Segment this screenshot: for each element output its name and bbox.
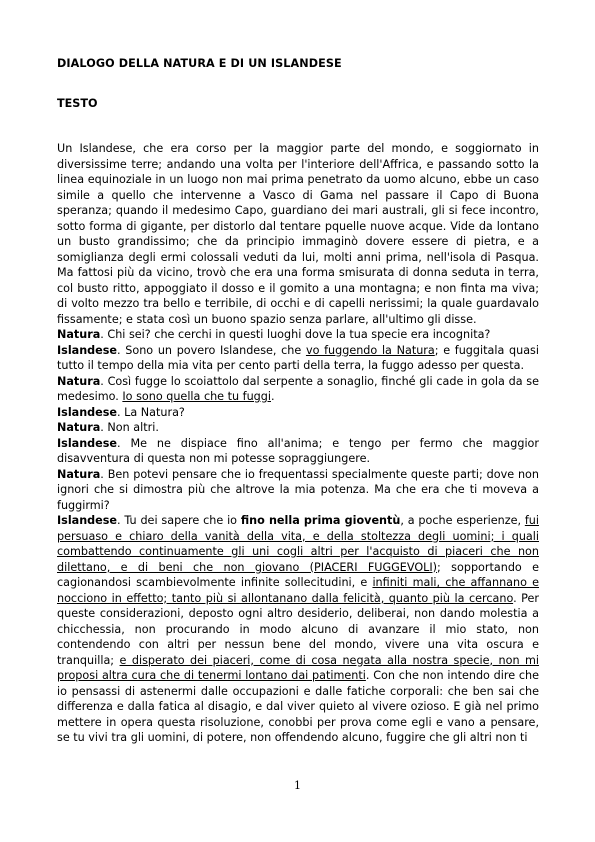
bold-emphasis: fino nella prima gioventù [240, 514, 401, 527]
speaker-name: Islandese [57, 514, 118, 527]
underlined-text: e disperato dei piaceri, come di cosa negata alla nostra specie, non mi proposi altra cura che di tenermi lontano dai patimenti [57, 653, 540, 682]
speaker-name: Natura [57, 328, 101, 341]
speaker-name: Natura [57, 421, 101, 434]
page-number: 1 [294, 779, 301, 792]
dialogue-text: . Sono un povero Islandese, che [117, 343, 306, 357]
intro-paragraph: Un Islandese, che era corso per la maggior parte del mondo, e soggiornato in diversissime terre; andando una volta per l'interiore dell'Affrica, e passando sotto la linea equinoziale in un luogo non mai prima penetrato da uomo alcuno, ebbe un caso simile a quello che intervenne a Vasco di Gama nel passare il Capo di Buona speranza; quando il medesimo Capo, guardiano dei mari australi, gli si fece incontro, sotto forma di gigante, per distorlo dal tentare pquelle nuove acque. Vide da lontano un busto grandissimo; che da principio immaginò dovere essere di pietra, e a somiglianza degli ermi colossali veduti da lui, molti anni prima, nell'isola di Pasqua. Ma fattosi più da vicino, trovò che era una forma smisurata di donna seduta in terra, col busto ritto, appoggiato il dosso e il gomito a una montagna; e non finta ma viva; di volto mezzo tra bello e terribile, di occhi e di capelli nerissimi; la quale guardavalo fissamente; e stata così un buono spazio senza parlare, all'ultimo gli disse. [57, 142, 539, 326]
speaker-name: Islandese [57, 343, 118, 357]
speaker-name: Natura [57, 467, 101, 481]
dialogue-text: . Tu dei sapere che io [117, 514, 241, 527]
underlined-text: vo fuggendo la Natura [305, 343, 435, 357]
dialogue-text: , a poche esperienze, [400, 514, 525, 527]
document-title: DIALOGO DELLA NATURA E DI UN ISLANDESE [57, 57, 342, 70]
dialogue-line [57, 467, 539, 514]
underlined-text: infiniti mali, che affannano e nocciono in effetto; tanto più si allontanano dalla felicità, quanto più la cercano [57, 576, 539, 605]
underlined-text: Io sono quella che tu fuggi [122, 390, 271, 403]
dialogue-text: . Per queste considerazioni, deposto ogni altro desiderio, deliberai, non dando molestia a chicchessia, non procurando in modo alcuno di avanzare il mio stato, non contendendo con altri per nessun bene del mondo, vivere una vita oscura e tranquilla; [57, 591, 539, 667]
dialogue-text: . La Natura? [117, 405, 185, 419]
dialogue-line [57, 374, 539, 405]
section-heading: TESTO [57, 97, 98, 110]
dialogue-line [57, 405, 539, 421]
dialogue-text: . Me ne dispiace fino all'anima; e tengo per fermo che maggior disavventura di questa non mi potesse sopraggiungere. [57, 436, 539, 465]
dialogue-text: ; sopportando e cagionandosi scambievolmente infinite sollecitudini, e [57, 560, 540, 589]
dialogue-line [57, 343, 539, 374]
dialogue-text: . [271, 390, 275, 403]
dialogue-text: . Con che non intendo dire che io pensassi di astenermi dalle occupazioni e dalle fatiche corporali: che ben sai che differenza e dalla fatica al disagio, e dal viver quieto al vivere ozioso. E già nel primo mettere in opera questa risoluzione, conobbi per prova come egli e vano a pensare, se tu vivi tra gli uomini, di potere, non offendendo alcuno, fuggire che gli altri non ti [57, 669, 539, 744]
underlined-text: fui persuaso e chiaro della vanità della vita, e della stoltezza degli uomini; i quali combattendo continuamente gli uni cogli altri per l'acquisto di piaceri che non dilettano, e di beni che non giovano (PIACERI FUGGEVOLI) [57, 514, 539, 574]
speaker-name: Islandese [57, 436, 118, 450]
dialogue-text: . Non altri. [100, 421, 159, 434]
dialogue-text: . Chi sei? che cerchi in questi luoghi dove la tua specie era incognita? [100, 328, 491, 341]
dialogue-line [57, 436, 539, 467]
speaker-name: Natura [57, 374, 101, 388]
dialogue-text: . Così fugge lo scoiattolo dal serpente a sonaglio, finché gli cade in gola da se medesimo. [57, 374, 539, 403]
dialogue-line [57, 420, 539, 436]
document-body [57, 141, 539, 746]
speaker-name: Islandese [57, 405, 118, 419]
dialogue-line [57, 327, 539, 343]
dialogue-text: ; e fuggitala quasi tutto il tempo della mia vita per cento parti della terra, la fuggo adesso per questa. [57, 343, 539, 372]
dialogue-text: . Ben potevi pensare che io frequentassi specialmente queste parti; dove non ignori che si dimostra più che altrove la mia potenza. Ma che era che ti moveva a fuggirmi? [57, 467, 539, 512]
dialogue-line [57, 513, 539, 746]
